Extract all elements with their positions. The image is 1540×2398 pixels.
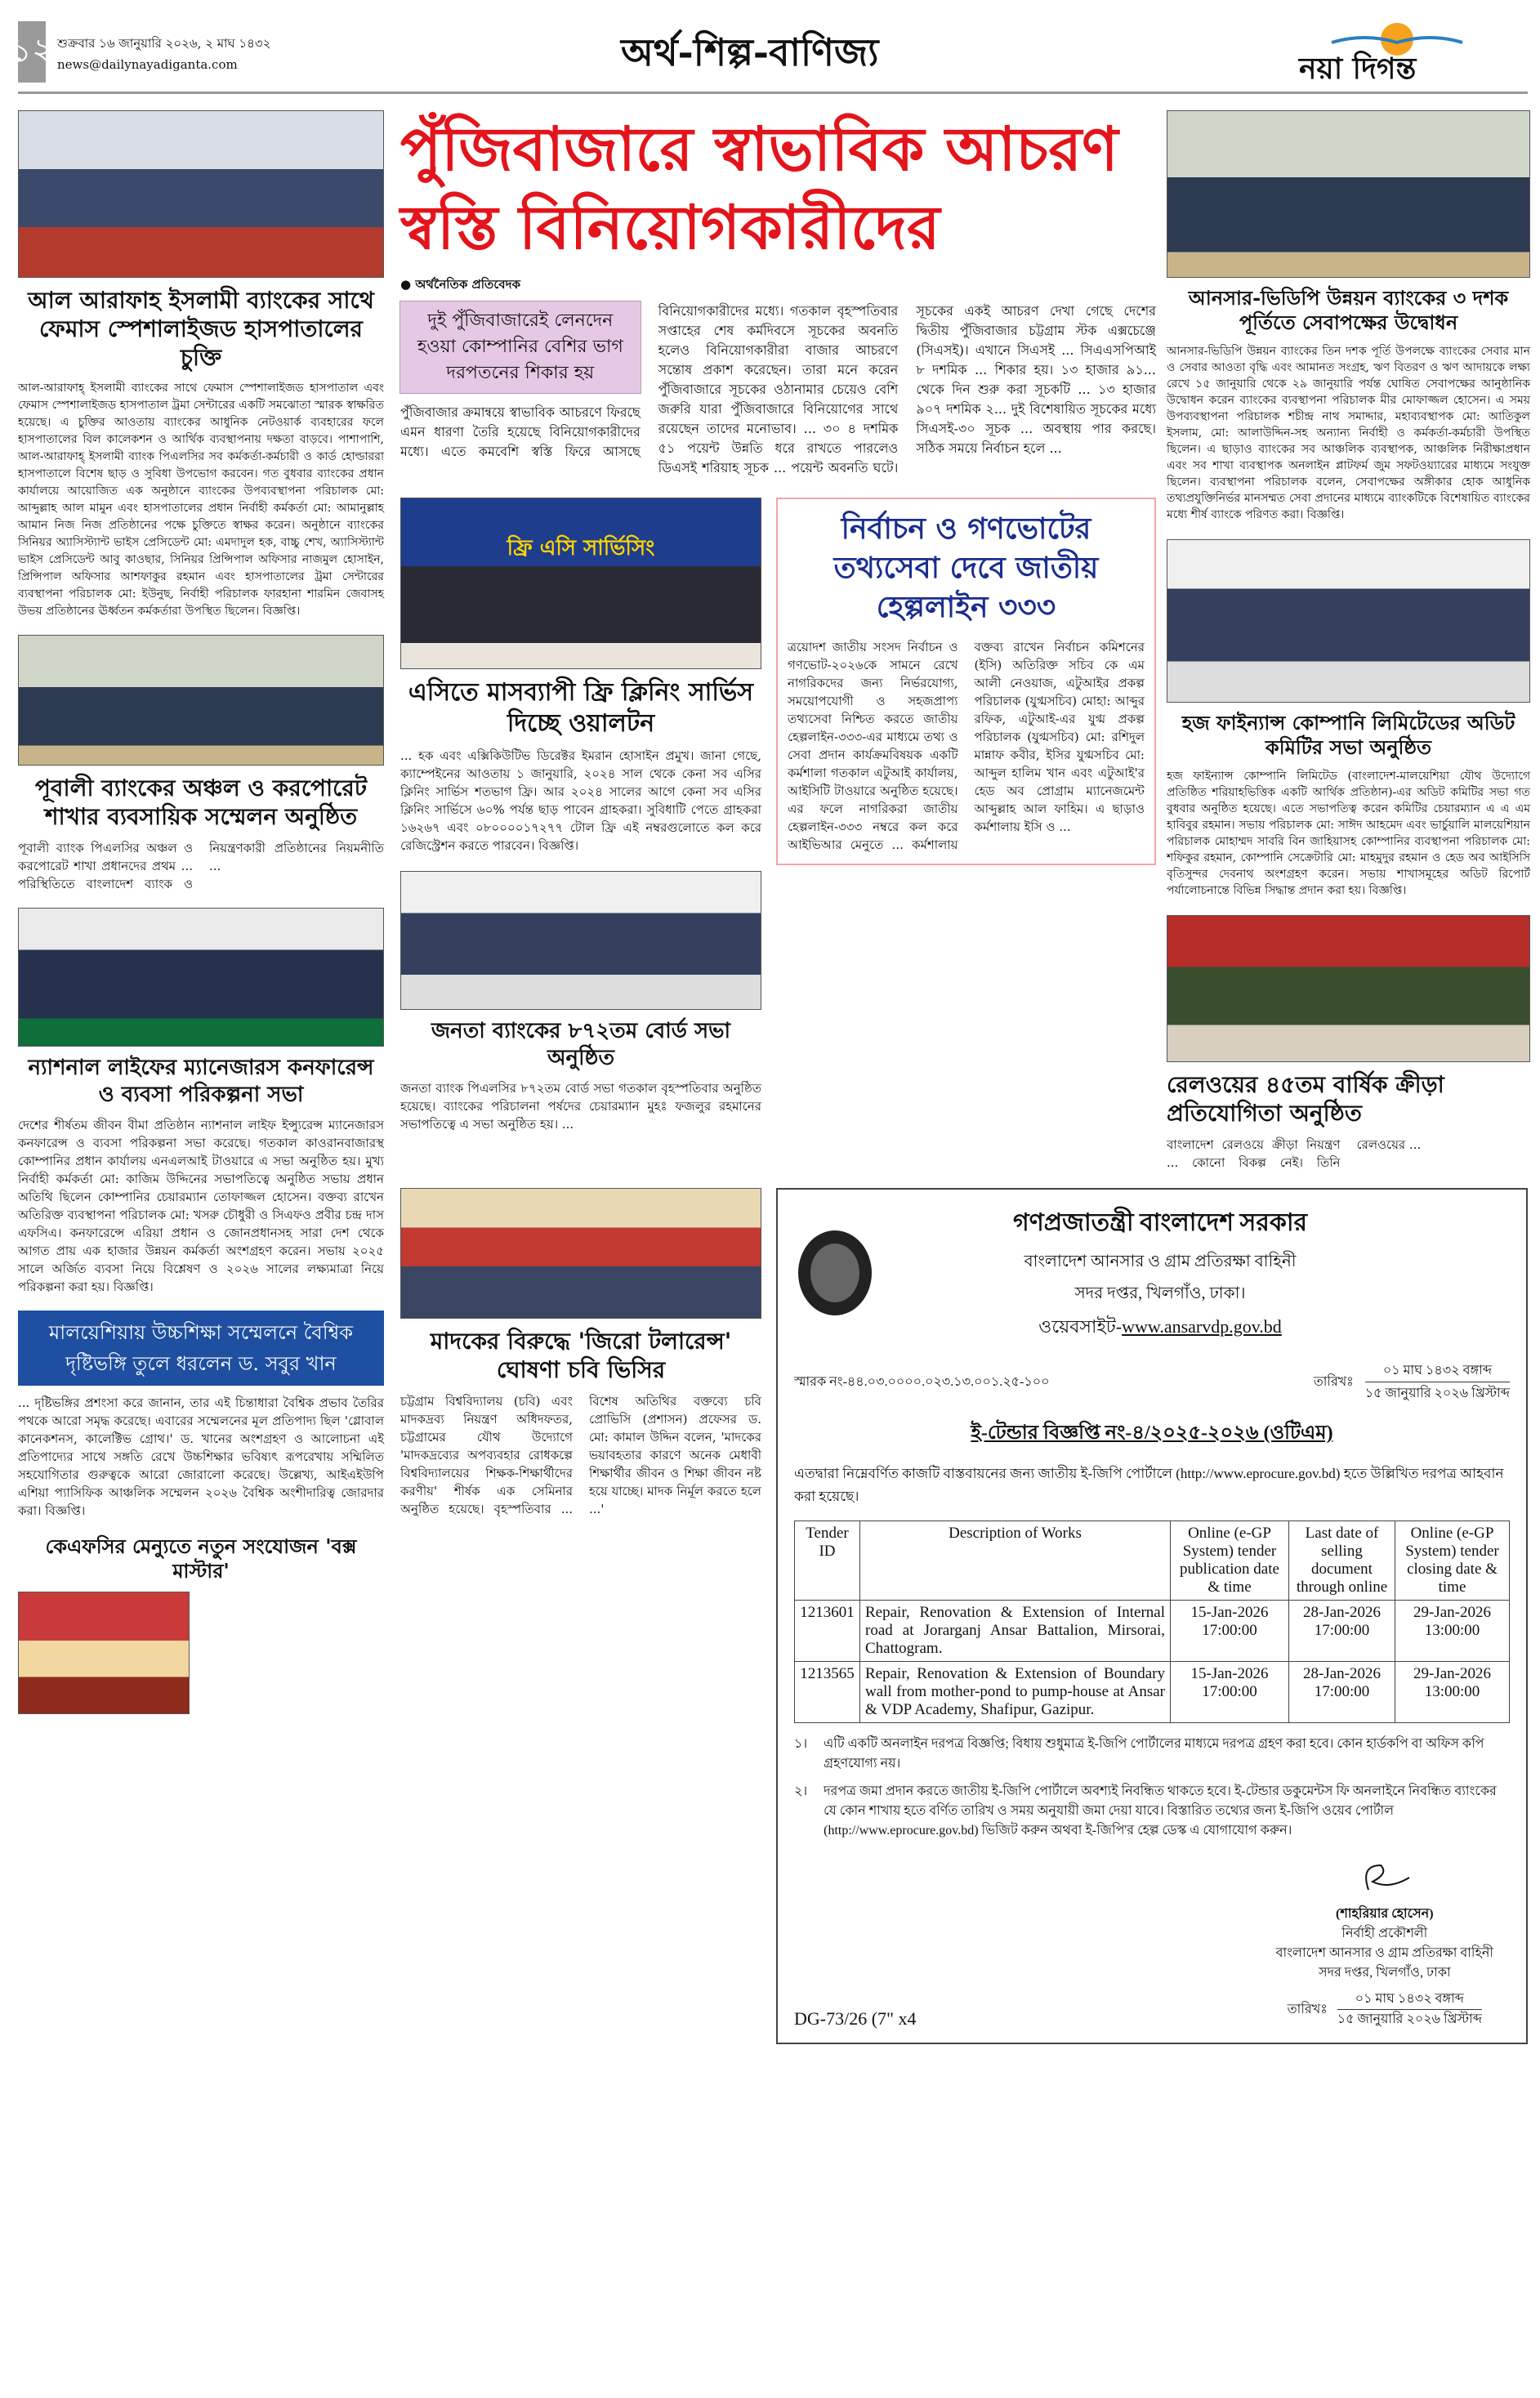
col-tender-id: Tender ID	[795, 1521, 860, 1601]
date-bangla: ০১ মাঘ ১৪৩২ বঙ্গাব্দ	[1365, 1360, 1510, 1382]
tender-id: 1213565	[795, 1662, 860, 1723]
ad-code: DG-73/26 (7" x4	[794, 2008, 917, 2029]
walton-headline[interactable]: এসিতে মাসব্যাপী ফ্রি ক্লিনিং সার্ভিস দিচ্ছে ওয়ালটন	[408, 678, 754, 738]
election-body: ত্রয়োদশ জাতীয় সংসদ নির্বাচন ও গণভোট-২০২৬কে সামনে রেখে নাগরিকদের জন্য নির্ভরযোগ্য, সময়োপযোগী ও সহজপ্রাপ্য তথ্যসেবা নিশ্চিত করতে জাতীয় হেল্পলাইন-৩৩৩-এর মাধ্যমে তথ্য ও সেবা প্রদান কার্যক্রমবিষয়ক একটি কর্মশালা গতকাল এটুআই কার্যালয়, আইসিটি টাওয়ারে অনুষ্ঠিত হয়েছে। এর ফলে নাগরিকরা জাতীয় হেল্পলাইন-৩৩৩ নম্বরে কল করে আইভিআর মেনুতে ... কর্মশালায় বক্তব্য রাখেন নির্বাচন কমিশনের (ইসি) অতিরিক্ত সচিব কে এম আলী নেওয়াজ, এটুআইর প্রকল্প পরিচালক (যুগ্মসচিব) মোহা: আব্দুর রফিক, এটুআই-এর যুগ্ম প্রকল্প পরিচালক (যুগ্মসচিব) মো: রশিদুল মান্নাফ কবীর, ইসির যুগ্মসচিব মো: আব্দুল হালিম খান এবং এটুআই'র হেড অব প্রোগ্রাম ম্যানেজমেন্ট আব্দুল্লাহ আল ফাহিম। এ ছাড়াও কর্মশালায় ইসি ও ...	[788, 640, 1145, 852]
note-number: ২।	[794, 1784, 808, 1798]
election-headline[interactable]: নির্বাচন ও গণভোটের তথ্যসেবা দেবে জাতীয় হেল্পলাইন ৩৩৩	[833, 511, 1099, 624]
note-item	[794, 1735, 1510, 1774]
tender-table	[794, 1521, 1510, 1723]
main-body: পুঁজিবাজার ক্রমান্বয়ে স্বাভাবিক আচরণে ফিরছে এমন ধারণা তৈরি হয়েছে বিনিয়োগকারীদের মধ্যে। এতে কমবেশি স্বস্তি ফিরে আসছে বিনিয়োগকারীদের মধ্যে। গতকাল বৃহস্পতিবার সপ্তাহের শেষ কর্মদিবসে সূচকের অবনতি হলেও বিনিয়োগকারীরা বাজার আচরণে সন্তোষ প্রকাশ করেছেন। তারা মনে করেন পুঁজিবাজারে সূচকের ওঠানামার চেয়েও বেশি জরুরি যারা পুঁজিবাজারে বিনিয়োগের সাথে রয়েছেন তাদের মনোভাব। ... ৩০ ৪ দশমিক ৫১ পয়েন্ট উন্নতি ধরে রাখতে পারলেও ডিএসই শরিয়াহ সূচক ... পয়েন্ট অবনতি ঘটে। সূচকের একই আচরণ দেখা গেছে দেশের দ্বিতীয় পুঁজিবাজার চট্টগ্রাম স্টক এক্সচেঞ্জে (সিএসই)। এখানে সিএসই ... সিএএসপিআই ৮ দশমিক ... শিকার হয়। ১৩ হাজার ৯১... থেকে দিন শুরু করা সূচকটি ... ১৩ হাজার ৯০৭ দশমিক ২... দুই বিশেষায়িত সূচকের মধ্যে সিএসই-৩০ সূচক ... অবস্থায় পার করছে। সঠিক সময়ে নির্বাচন হলে ...	[400, 303, 1156, 476]
malaysia-headline[interactable]: মালয়েশিয়ায় উচ্চশিক্ষা সম্মেলনে বৈশ্বিক দৃষ্টিভঙ্গি তুলে ধরলেন ড. সবুর খান	[18, 1311, 384, 1386]
janata-headline[interactable]: জনতা ব্যাংকের ৮৭২তম বোর্ড সভা অনুষ্ঠিত	[431, 1019, 731, 1070]
rest-area	[400, 110, 1530, 2044]
center-lower	[400, 498, 1156, 1133]
byline-text: অর্থনৈতিক প্রতিবেদক	[415, 277, 521, 292]
national-life-body: দেশের শীর্ষতম জীবন বীমা প্রতিষ্ঠান ন্যাশনাল লাইফ ইন্স্যুরেন্স ম্যানেজারস কনফারেন্স ও ব্যবসা পরিকল্পনা সভা করেছে। গতকাল কাওরানবাজারস্থ কোম্পানির প্রধান কার্যালয় এনএলআই টাওয়ারে এ সভা অনুষ্ঠিত হয়। মুখ্য নির্বাহী কর্মকর্তা মো: কাজিম উদ্দিনের সভাপতিত্বে অনুষ্ঠিত সভায় প্রধান অতিথি ছিলেন কোম্পানির চেয়ারম্যান তোফাজ্জল হোসেন। বক্তব্য রাখেন অতিরিক্ত ব্যবস্থাপনা পরিচালক মো: খসরু চৌধুরী ও সিএফও প্রবীর চন্দ্র দাস এফসিএ। কনফারেন্সে এরিয়া প্রধান ও জোনপ্রধানসহ সারা দেশ থেকে আগত প্রায় এক হাজার উন্নয়ন কর্মকর্তা অংশগ্রহণ করেন। সভায় ২০২৫ সালে অর্জিত ব্যবসা নিয়ে বিশ্লেষণ ও ২০২৬ সালের লক্ষ্যমাত্রা নিয়ে পরিকল্পনা করা হয়। বিজ্ঞপ্তি।	[18, 1118, 384, 1294]
memo-number: স্মারক নং-৪৪.০৩.০০০০.০২৩.১৩.০০১.২৫-১০০	[794, 1375, 1050, 1389]
signer-designation: নির্বাহী প্রকৌশলী	[1341, 1927, 1428, 1940]
signer-name: (শাহরিয়ার হোসেন)	[1336, 1907, 1434, 1921]
tender-title: ই-টেন্ডার বিজ্ঞপ্তি নং-৪/২০২৫-২০২৬ (ওটিএম)	[971, 1422, 1333, 1444]
signer-org: বাংলাদেশ আনসার ও গ্রাম প্রতিরক্ষা বাহিনী	[1275, 1946, 1493, 1960]
al-arafah-headline[interactable]: আল আরাফাহ ইসলামী ব্যাংকের সাথে ফেমাস স্পেশালাইজড হাসপাতালের চুক্তি	[28, 287, 374, 371]
walton-banner: ফ্রি এসি সার্ভিসিং	[507, 536, 655, 560]
tender-footer	[794, 1857, 1510, 2030]
newspaper-logo	[1283, 15, 1528, 88]
tender-description: Repair, Renovation & Extension of Boundary wall from mother-pond to pump-house at Ansar & VDP Academy, Shafipur, Gazipur.	[860, 1662, 1171, 1723]
dateline	[57, 33, 270, 75]
selling-date: 28-Jan-2026 17:00:00	[1289, 1662, 1395, 1723]
hajj-headline[interactable]: হজ ফাইন্যান্স কোম্পানি লিমিটেডের অডিট কমিটির সভা অনুষ্ঠিত	[1181, 711, 1515, 759]
kfc-photo	[18, 1592, 190, 1714]
note-item	[794, 1782, 1510, 1841]
sun-logo-icon	[1283, 15, 1528, 56]
note-number: ১।	[794, 1737, 808, 1751]
ansar-vdp-headline[interactable]: আনসার-ভিডিপি উন্নয়ন ব্যাংকের ৩ দশক পূর্তিতে সেবাপক্ষের উদ্বোধন	[1188, 286, 1509, 334]
mid-column-a	[400, 498, 761, 1133]
railway-body: বাংলাদেশ রেলওয়ে ক্রীড়া নিয়ন্ত্রণ ... কোনো বিকল্প নেই। তিনি রেলওয়ের ...	[1167, 1137, 1422, 1170]
ansar-vdp-body: আনসার-ভিডিপি উন্নয়ন ব্যাংকের তিন দশক পূর্তি উপলক্ষে ব্যাংকের সেবার মান ও সেবার আওতা বৃদ্ধি এবং আমানত সংগ্রহ, ঋণ বিতরণ ও ঋণ আদায়কে লক্ষ্য রেখে ১৫ জানুয়ারি থেকে ২৯ জানুয়ারি পর্যন্ত ঘোষিত সেবাপক্ষের আনুষ্ঠানিক উদ্বোধন করেন ব্যাংকের ব্যবস্থাপনা পরিচালক মীর মোফাজ্জল হোসেন। এ সময় উপব্যবস্থাপনা পরিচালক শচীন্দ্র নাথ সমাদ্দার, মহাব্যবস্থাপক মো: আতিকুল ইসলাম, মো: আলাউদ্দিন-সহ অন্যান্য নির্বাহী ও কর্মকর্তা-কর্মচারী উপস্থিত ছিলেন। এ ছাড়াও ব্যাংকের সব আঞ্চলিক ব্যবস্থাপক, আঞ্চলিক নিরীক্ষাপ্রধান এবং সব শাখা ব্যবস্থাপক অনলাইন প্লাটফর্ম জুম সফটওয়্যারের মাধ্যমে সংযুক্ত ছিলেন। ব্যবস্থাপনা পরিচালক বলেন, সেবাপক্ষের অঙ্গীকার হোক আধুনিক তথ্যপ্রযুক্তিনির্ভর মানসম্মত সেবা প্রদানের মাধ্যমে ব্যাংকটিকে বিশেষায়িত ব্যাংকের মধ্যে শীর্ষ ব্যাংকে পরিণত করা। বিজ্ঞপ্তি।	[1167, 345, 1530, 521]
date-label: তারিখঃ	[1313, 1375, 1354, 1389]
col-description: Description of Works	[860, 1521, 1171, 1601]
publication-date: 15-Jan-2026 17:00:00	[1171, 1601, 1289, 1662]
section-title: অর্থ-শিল্প-বাণিজ্য	[621, 30, 879, 74]
page-number: ১২	[18, 21, 46, 83]
hajj-body: হজ ফাইন্যান্স কোম্পানি লিমিটেড (বাংলাদেশ-মালয়েশিয়া যৌথ উদ্যোগে প্রতিষ্ঠিত শরিয়াহভিত্তিক একটি আর্থিক প্রতিষ্ঠান)-এর অডিট কমিটির সভা গত বুধবার অনুষ্ঠিত হয়েছে। এতে সভাপতিত্ব করেন কমিটির চেয়ারম্যান এ এ এম হাবিবুর রহমান। সভায় পরিচালক মো: সাঈদ আহমেদ এবং ভার্চুয়ালি মালয়েশিয়ান পরিচালক মোহাম্মদ সাবরি বিন জাহিয়াসহ কোম্পানির ব্যবস্থাপনা পরিচালক মো: শফিকুর রহমান, কোম্পানি সেক্রেটারি মো: মাহমুদুর রহমান ও হেড অব আইসিসি বৃতিসুন্দর দেবনাথ অংশগ্রহণ করেন। সভায় শাখাসমূহের অডিট রিপোর্ট পর্যালোচনান্তে বিভিন্ন সিদ্ধান্ত প্রদান করা হয়। বিজ্ঞপ্তি।	[1167, 770, 1530, 897]
date: শুক্রবার ১৬ জানুয়ারি ২০২৬, ২ মাঘ ১৪৩২	[57, 36, 271, 51]
ansar-emblem-icon	[794, 1228, 876, 1318]
date-label: তারিখঃ	[1287, 2002, 1328, 2016]
center-column	[400, 110, 1156, 1133]
gov-title: গণপ্রজাতন্ত্রী বাংলাদেশ সরকার	[1012, 1209, 1308, 1236]
railway-headline[interactable]: রেলওয়ের ৪৫তম বার্ষিক ক্রীড়া প্রতিযোগিতা অনুষ্ঠিত	[1167, 1071, 1444, 1127]
al-arafah-photo	[18, 110, 384, 278]
closing-date: 29-Jan-2026 13:00:00	[1395, 1662, 1510, 1723]
pubali-headline[interactable]: পূবালী ব্যাংকের অঞ্চল ও করপোরেট শাখার ব্যবসায়িক সম্মেলন অনুষ্ঠিত	[34, 775, 368, 830]
col-last-selling: Last date of selling document through online	[1289, 1521, 1395, 1601]
email-link[interactable]: news@dailynayadiganta.com	[57, 57, 238, 72]
table-row	[795, 1601, 1510, 1662]
right-column	[1167, 110, 1530, 1172]
main-pullquote: দুই পুঁজিবাজারেই লেনদেন হওয়া কোম্পানির বেশির ভাগ দরপতনের শিকার হয়	[400, 301, 641, 393]
upper-area	[400, 110, 1530, 1172]
website-link[interactable]: www.ansarvdp.gov.bd	[1122, 1316, 1282, 1337]
office-address: সদর দপ্তর, খিলগাঁও, ঢাকা।	[1074, 1284, 1246, 1302]
col-closing: Online (e-GP System) tender closing date & time	[1395, 1521, 1510, 1601]
note-text: দরপত্র জমা প্রদান করতে জাতীয় ই-জিপি পোর্টালে অবশ্যই নিবন্ধিত থাকতে হবে। ই-টেন্ডার ডকুমেন্টস ফি অনলাইনে নিবন্ধিত ব্যাংকের যে কোন শাখায় হতে বর্ণিত তারিখ ও সময় অনুযায়ী জমা দেয়া যাবে। বিস্তারিত তথ্যের জন্য ই-জিপি ওয়েব পোর্টাল (http://www.eprocure.gov.bd) ভিজিট করুন অথবা ই-জিপি'র হেল্প ডেস্ক এ যোগাযোগ করুন।	[824, 1784, 1497, 1838]
selling-date: 28-Jan-2026 17:00:00	[1289, 1601, 1395, 1662]
walton-photo	[400, 498, 761, 669]
signature-block	[1276, 1857, 1510, 2030]
janata-body: জনতা ব্যাংক পিএলসির ৮৭২তম বোর্ড সভা গতকাল বৃহস্পতিবার অনুষ্ঠিত হয়েছে। ব্যাংকের পরিচালনা পর্ষদের চেয়ারম্যান মুহঃ ফজলুর রহমানের সভাপতিত্বে এ সভা অনুষ্ঠিত হয়। ...	[400, 1081, 761, 1132]
lower-area	[400, 1188, 1530, 2044]
date-english: ১৫ জানুয়ারি ২০২৬ খ্রিস্টাব্দ	[1364, 1387, 1510, 1400]
main-headline-line1: পুঁজিবাজারে স্বাভাবিক আচরণ	[400, 114, 1118, 185]
logo-text: নয়া দিগন্ত	[1299, 51, 1417, 86]
main-headline-line2: স্বস্তি বিনিয়োগকারীদের	[400, 193, 940, 263]
kfc-headline[interactable]: কেএফসির মেন্যুতে নতুন সংযোজন 'বক্স মাস্টার'	[45, 1534, 357, 1583]
national-life-photo	[18, 908, 384, 1047]
madak-body: চট্টগ্রাম বিশ্ববিদ্যালয় (চবি) এবং মাদকদ্রব্য নিয়ন্ত্রণ অধিদফতর, চট্টগ্রামের যৌথ উদ্যোগে 'মাদকদ্রব্যের অপব্যবহার রোধকল্পে বিশ্ববিদ্যালয়ের শিক্ষক-শিক্ষার্থীদের করণীয়' শীর্ষক এক সেমিনার অনুষ্ঠিত হয়েছে। বৃহস্পতিবার ... বিশেষ অতিথির বক্তব্যে চবি প্রোভিসি (প্রশাসন) প্রফেসর ড. মো: কামাল উদ্দিন বলেন, 'মাদকের ভয়াবহতার কারণে অনেক মেধাবী শিক্ষার্থীর জীবন ও শিক্ষা জীবন নষ্ট হয়ে যাচ্ছে। মাদক নির্মূল করতে হলে ...'	[400, 1394, 761, 1516]
railway-photo	[1167, 915, 1530, 1062]
table-row	[795, 1662, 1510, 1723]
pubali-photo	[18, 635, 384, 766]
hajj-photo	[1167, 539, 1530, 703]
national-life-headline[interactable]: ন্যাশনাল লাইফের ম্যানেজারস কনফারেন্স ও ব্যবসা পরিকল্পনা সভা	[28, 1056, 374, 1107]
tender-id: 1213601	[795, 1601, 860, 1662]
tender-notice	[776, 1188, 1528, 2044]
pubali-body: পূবালী ব্যাংক পিএলসির অঞ্চল ও করপোরেট শাখা প্রধানদের প্রথম ... পরিস্থিতিতে বাংলাদেশ ব্যাংক ও নিয়ন্ত্রণকারী প্রতিষ্ঠানের নিয়মনীতি ...	[18, 841, 384, 891]
madak-photo	[400, 1188, 761, 1319]
note-text: এটি একটি অনলাইন দরপত্র বিজ্ঞপ্তি; বিধায় শুধুমাত্র ই-জিপি পোর্টালের মাধ্যমে দরপত্র গ্রহণ করা হবে। কোন হার্ডকপি বা অফিস কপি গ্রহণযোগ্য নয়।	[824, 1737, 1484, 1771]
tender-description: Repair, Renovation & Extension of Internal road at Jorarganj Ansar Battalion, Mirsorai, Chattogram.	[860, 1601, 1171, 1662]
left-column	[18, 110, 384, 1714]
janata-photo	[400, 871, 761, 1010]
main-headline[interactable]	[400, 110, 1156, 267]
malaysia-body: ... দৃষ্টিভঙ্গির প্রশংসা করে জানান, তার এই চিন্তাধারা বৈশ্বিক প্রভাব তৈরির পথকে আরো সমৃদ্ধ করেছে। এবারের সম্মেলনের মূল প্রতিপাদ্য ছিল 'গ্লোবাল কানেকশনস, কালেক্টিভ গ্রোথ।' ড. খানের অংশগ্রহণ ও আলোচনা এই প্রতিপাদ্যের সাথে সঙ্গতি রেখে উচ্চশিক্ষার ভবিষ্যৎ রূপরেখায় সম্মিলিত সহযোগিতার গুরুত্বকে আরো জোরালো করেছে। উল্লেখ্য, আইএইউপি এশিয়া প্যাসিফিক আঞ্চলিক সম্মেলন ২০২৬ বৈশ্বিক অংশীদারিত্ব জোরদার করা। বিজ্ঞপ্তি।	[18, 1395, 384, 1518]
main-byline: ● অর্থনৈতিক প্রতিবেদক	[400, 277, 521, 292]
walton-body: ... হক এবং এক্সিকিউটিভ ডিরেক্টর ইমরান হোসাইন প্রমুখ। জানা গেছে, ক্যাম্পেইনের আওতায় ১ জানুয়ারি, ২০২৪ সাল থেকে কেনা সব এসির ক্লিনিং সার্ভিস শতভাগ ফ্রি। আর ২০২৪ সালের আগে কেনা সব এসির ক্লিনিং সার্ভিসে ৬০% পর্যন্ত ছাড় পাবেন গ্রাহকরা। সুবিধাটি পেতে গ্রাহকরা ১৬২৬৭ এবং ০৮০০০০১৭২৭৭ টোল ফ্রি এই নম্বরগুলোতে কল করে রেজিস্ট্রেশন করতে পারবেন। বিজ্ঞপ্তি।	[400, 748, 761, 853]
closing-date: 29-Jan-2026 13:00:00	[1395, 1601, 1510, 1662]
al-arafah-body: আল-আরাফাহ্ ইসলামী ব্যাংকের সাথে ফেমাস স্পেশালাইজড হাসপাতাল এবং ফেমাস স্পেশালাইজড হাসপাতাল ট্রমা সেন্টারের একটি সমঝোতা স্মারক স্বাক্ষরিত হয়েছে। এ চুক্তির আওতায় ব্যাংকের আধুনিক নেটওয়ার্ক ব্যবহারের ফলে হাসপাতালের বিল কালেকশন ও আর্থিক ব্যবস্থাপনায় দক্ষতা বাড়বে। পাশাপাশি, আল-আরাফাহ্ ইসলামী ব্যাংক পিএলসির সব কর্মকর্তা-কর্মচারী ও কার্ড হোল্ডাররা হাসপাতালে বিশেষ ছাড় ও সুবিধা উপভোগ করবেন। গত বুধবার ব্যাংকের প্রধান কার্যালয়ে আয়োজিত এক অনুষ্ঠানে ব্যাংকের উপব্যবস্থাপনা পরিচালক মো: আব্দুল্লাহ আল মামুন এবং হাসপাতালের প্রধান নির্বাহী কর্মকর্তা মো: আমানুল্লাহ আমান নিজ নিজ প্রতিষ্ঠানের পক্ষে চুক্তিতে স্বাক্ষর করেন। অনুষ্ঠানে ব্যাংকের সিনিয়র অ্যাসিস্ট্যান্ট ভাইস প্রেসিডেন্ট মো: এমদাদুল হক, বাচ্চু শেখ, অ্যাসিস্ট্যান্ট ভাইস প্রেসিডেন্ট আবু কাওছার, সিনিয়র প্রিন্সিপাল অফিসার নাজমুল হোসাইন, প্রিন্সিপাল অফিসার আশফাকুর রহমান এবং হাসপাতালের ট্রমা সেন্টারের ব্যবস্থাপনা পরিচালক মো: ইউনুছ, নির্বাহী পরিচালক ফারহানা শারমিন জেবাসহ উভয় প্রতিষ্ঠানের ঊর্ধ্বতন কর্মকর্তারা উপস্থিত ছিলেন। বিজ্ঞপ্তি।	[18, 382, 384, 618]
ansar-vdp-photo	[1167, 110, 1530, 278]
tender-intro: এতদ্বারা নিম্নেবর্ণিত কাজটি বাস্তবায়নের জন্য জাতীয় ই-জিপি পোর্টালে (http://www.eprocure.gov.bd) হতে উল্লিখিত দরপত্র আহবান করা হয়েছে।	[794, 1466, 1504, 1504]
table-header-row	[795, 1521, 1510, 1601]
date-english: ১৫ জানুয়ারি ২০২৬ খ্রিস্টাব্দ	[1337, 2012, 1482, 2026]
main-body-columns	[400, 301, 1156, 478]
signer-office: সদর দপ্তর, খিলগাঁও, ঢাকা	[1319, 1966, 1451, 1980]
madak-headline[interactable]: মাদকের বিরুদ্ধে 'জিরো টলারেন্স' ঘোষণা চবি ভিসির	[430, 1328, 732, 1383]
date-bangla: ০১ মাঘ ১৪৩২ বঙ্গাব্দ	[1337, 1989, 1482, 2010]
page-layout	[18, 110, 1530, 2044]
signature-icon	[1352, 1857, 1417, 1898]
org-name: বাংলাদেশ আনসার ও গ্রাম প্রতিরক্ষা বাহিনী	[1024, 1253, 1297, 1270]
election-box	[776, 498, 1156, 865]
header-rule	[18, 92, 1528, 94]
mid-column-b	[400, 1188, 761, 1518]
publication-date: 15-Jan-2026 17:00:00	[1171, 1662, 1289, 1723]
website-label: ওয়েবসাইট-	[1038, 1316, 1123, 1337]
col-publication: Online (e-GP System) tender publication date & time	[1171, 1521, 1289, 1601]
